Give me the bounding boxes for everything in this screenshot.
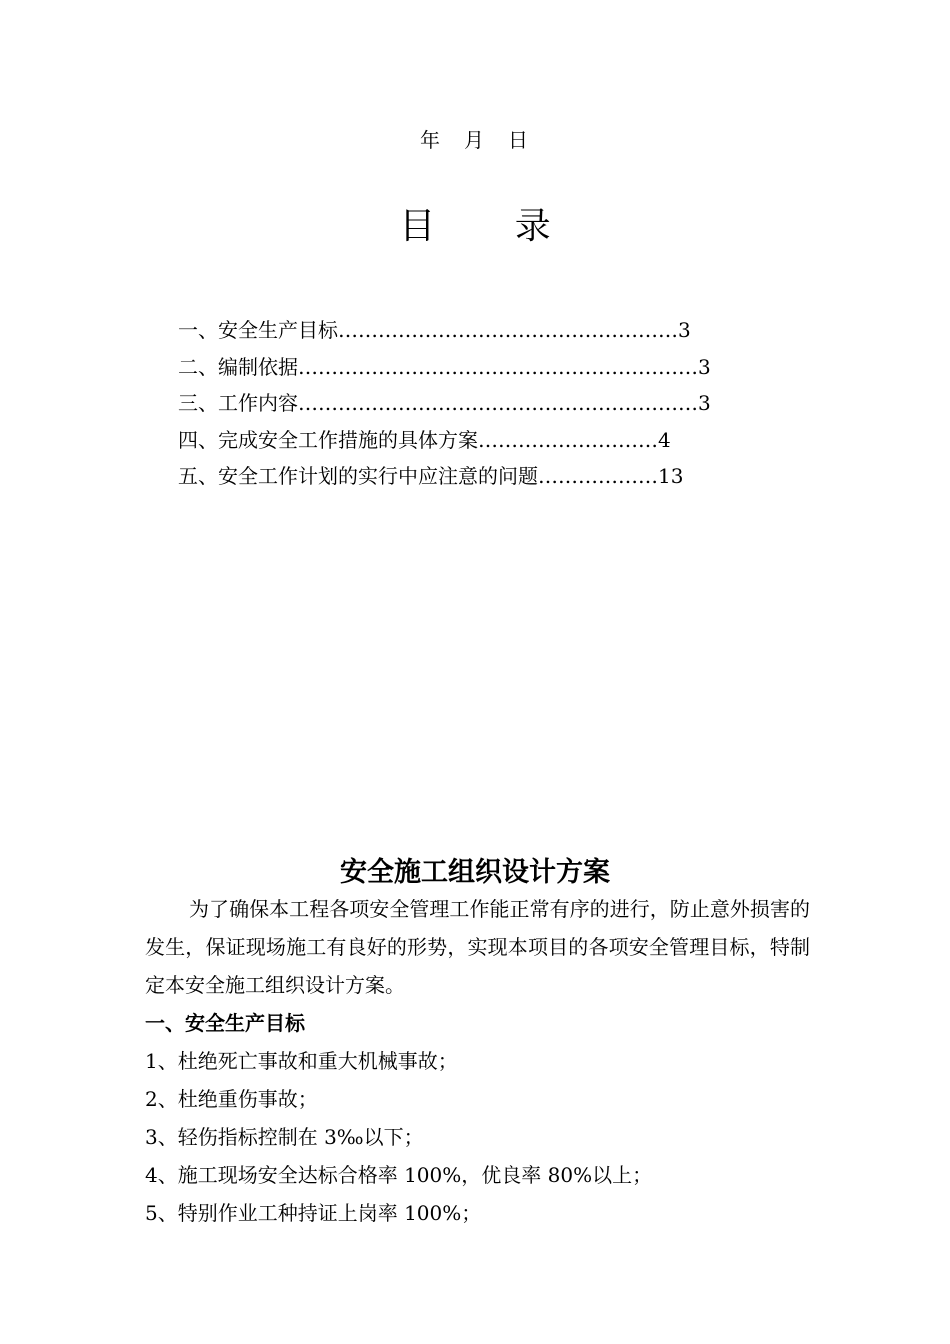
toc-item-3[interactable] [178, 385, 758, 422]
goal-item-1: 1、杜绝死亡事故和重大机械事故； [145, 1049, 458, 1073]
toc-leader-dots: …………………………………………… [338, 318, 678, 342]
toc-title: 目 录 [399, 206, 585, 247]
toc-leader-dots: …………………………………………………… [298, 391, 698, 415]
goal-item-3: 3、轻伤指标控制在 3‰以下； [145, 1125, 424, 1149]
goal-item-4: 4、施工现场安全达标合格率 100%，优良率 80%以上； [145, 1163, 653, 1187]
toc-item-4[interactable] [178, 422, 758, 459]
toc-item-page: 3 [678, 318, 691, 342]
toc-leader-dots: …………………………………………………… [298, 354, 698, 379]
toc-item-5[interactable] [178, 458, 758, 495]
toc-item-page: 4 [658, 427, 671, 452]
goal-item-5: 5、特别作业工种持证上岗率 100%； [145, 1201, 482, 1225]
document-body [145, 890, 810, 1232]
section-heading: 一、安全生产目标 [145, 1011, 305, 1035]
toc-item-page: 3 [698, 354, 711, 379]
toc-item-label: 一、安全生产目标 [178, 318, 338, 342]
table-of-contents [178, 312, 758, 495]
toc-item-label: 四、完成安全工作措施的具体方案 [178, 427, 478, 452]
toc-item-page: 3 [698, 391, 711, 415]
toc-leader-dots: ……………………… [478, 427, 658, 452]
intro-paragraph: 为了确保本工程各项安全管理工作能正常有序的进行，防止意外损害的发生，保证现场施工有良好的形势，实现本项目的各项安全管理目标，特制定本安全施工组织设计方案。 [145, 897, 810, 997]
toc-item-label: 三、工作内容 [178, 391, 298, 415]
toc-item-page: 13 [658, 464, 684, 488]
toc-item-2[interactable] [178, 349, 758, 386]
toc-leader-dots: ……………… [538, 464, 658, 488]
toc-item-1[interactable] [178, 312, 758, 349]
goal-item-2: 2、杜绝重伤事故； [145, 1087, 318, 1111]
toc-item-label: 五、安全工作计划的实行中应注意的问题 [178, 464, 538, 488]
toc-item-label: 二、编制依据 [178, 354, 298, 379]
date-line: 年 月 日 [420, 128, 530, 152]
document-title: 安全施工组织设计方案 [340, 857, 610, 888]
